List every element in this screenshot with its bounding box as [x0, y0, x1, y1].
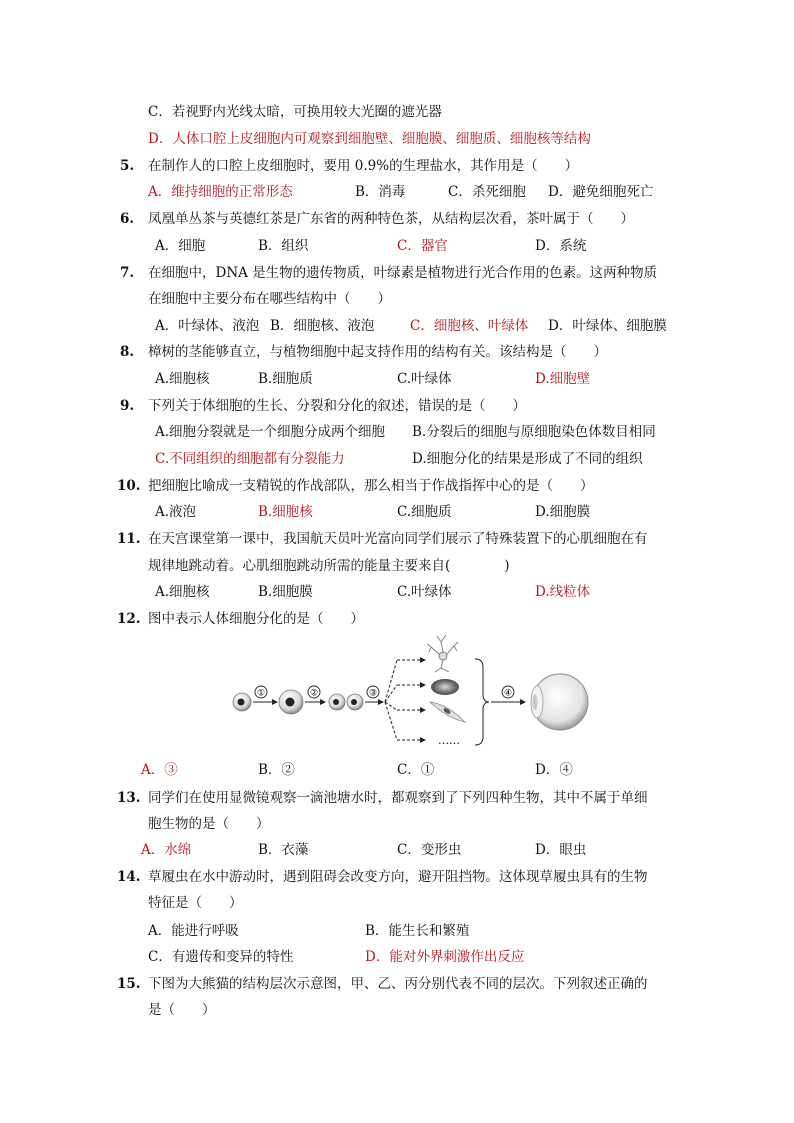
q8-stem: 樟树的茎能够直立，与植物细胞中起支持作用的结构有关。该结构是（ ） — [148, 344, 607, 360]
q11-option-b: B.细胞膜 — [258, 584, 313, 600]
q11-option-c: C.叶绿体 — [397, 584, 452, 600]
step-3-label: ③ — [368, 688, 378, 699]
q10-option-d: D.细胞膜 — [535, 504, 591, 520]
q7-stem-line1: 在细胞中，DNA 是生物的遗传物质，叶绿素是植物进行光合作用的色素。这两种物质 — [148, 265, 658, 281]
q7-option-d: D．叶绿体、细胞膜 — [548, 318, 667, 334]
q7-option-a: A．叶绿体、液泡 — [155, 318, 260, 334]
q12-stem: 图中表示人体细胞分化的是（ ） — [148, 611, 364, 627]
more-cells-ellipsis: …… — [438, 734, 460, 747]
q5-number: 5. — [120, 158, 135, 174]
q11-option-d-answer: D.线粒体 — [535, 584, 591, 600]
q9-option-c-answer: C.不同组织的细胞都有分裂能力 — [155, 451, 345, 467]
step-1-label: ① — [256, 688, 266, 699]
q11-stem-line2: 规律地跳动着。心肌细胞跳动所需的能量主要来自( ) — [148, 558, 510, 574]
q15-stem-line1: 下图为大熊猫的结构层次示意图，甲、乙、丙分别代表不同的层次。下列叙述正确的 — [148, 976, 648, 992]
cell-differentiation-diagram — [225, 632, 625, 757]
q4-option-c: C．若视野内光线太暗，可换用较大光圈的遮光器 — [148, 104, 442, 120]
neuron-cell — [427, 635, 458, 672]
q13-stem-line1: 同学们在使用显微镜观察一滴池塘水时，都观察到了下列四种生物，其中不属于单细 — [148, 790, 648, 806]
q5-option-a-answer: A．维持细胞的正常形态 — [148, 184, 293, 200]
q12-number: 12. — [117, 611, 141, 627]
step-2-label: ② — [309, 688, 319, 699]
q6-option-d: D．系统 — [535, 238, 587, 254]
q5-option-d: D．避免细胞死亡 — [548, 184, 654, 200]
q11-stem-line1: 在天宫课堂第一课中，我国航天员叶光富向同学们展示了特殊装置下的心肌细胞在有 — [148, 531, 648, 547]
cell-pair — [329, 694, 363, 710]
q14-stem-line2: 特征是（ ） — [148, 895, 243, 911]
q11-number: 11. — [117, 531, 141, 547]
q10-option-a: A.液泡 — [155, 504, 197, 520]
q7-option-b: B．细胞核、液泡 — [270, 318, 375, 334]
q13-number: 13. — [117, 790, 141, 806]
q10-number: 10. — [117, 478, 141, 494]
red-blood-cell — [431, 679, 459, 695]
q9-number: 9. — [120, 398, 135, 414]
q10-option-b-answer: B.细胞核 — [258, 504, 313, 520]
q10-option-c: C.细胞质 — [397, 504, 452, 520]
q4-option-d-answer: D．人体口腔上皮细胞内可观察到细胞壁、细胞膜、细胞质、细胞核等结构 — [148, 131, 591, 147]
q7-stem-line2: 在细胞中主要分布在哪些结构中（ ） — [148, 291, 391, 307]
q14-option-a: A．能进行呼吸 — [148, 923, 239, 939]
q14-option-b: B．能生长和繁殖 — [365, 923, 470, 939]
q9-option-a: A.细胞分裂就是一个细胞分成两个细胞 — [155, 424, 386, 440]
grouping-brace — [475, 659, 489, 745]
q14-number: 14. — [117, 869, 141, 885]
q14-option-d-answer: D．能对外界刺激作出反应 — [365, 949, 525, 965]
q6-option-c-answer: C．器官 — [397, 238, 448, 254]
q8-option-c: C.叶绿体 — [397, 371, 452, 387]
q12-option-a-answer: A．③ — [141, 762, 178, 778]
q15-number: 15. — [117, 976, 141, 992]
cell-1 — [233, 693, 251, 711]
q8-option-b: B.细胞质 — [258, 371, 313, 387]
q10-stem: 把细胞比喻成一支精锐的作战部队，那么相当于作战指挥中心的是（ ） — [148, 478, 594, 494]
cell-2 — [279, 690, 303, 714]
q5-stem: 在制作人的口腔上皮细胞时，要用 0.9%的生理盐水，其作用是（ ） — [148, 158, 579, 174]
q13-option-c: C．变形虫 — [397, 842, 462, 858]
step-4-label: ④ — [503, 688, 513, 699]
muscle-cell — [430, 702, 465, 722]
q5-option-c: C．杀死细胞 — [448, 184, 526, 200]
q8-option-d-answer: D.细胞壁 — [535, 371, 591, 387]
q6-stem: 凤凰单丛茶与英德红茶是广东省的两种特色茶，从结构层次看，茶叶属于（ ） — [148, 211, 634, 227]
q12-option-c: C．① — [397, 762, 435, 778]
q9-option-d: D.细胞分化的结果是形成了不同的组织 — [412, 451, 643, 467]
q6-number: 6. — [120, 211, 135, 227]
q13-option-b: B．衣藻 — [258, 842, 309, 858]
q7-number: 7. — [120, 265, 135, 281]
q9-option-b: B.分裂后的细胞与原细胞染色体数目相同 — [412, 424, 656, 440]
q12-option-b: B．② — [258, 762, 295, 778]
q12-option-d: D．④ — [535, 762, 573, 778]
q6-option-b: B．组织 — [258, 238, 309, 254]
q13-stem-line2: 胞生物的是（ ） — [148, 816, 270, 832]
q6-option-a: A．细胞 — [155, 238, 206, 254]
q13-option-d: D．眼虫 — [535, 842, 587, 858]
branch-arrows — [385, 660, 425, 740]
q9-stem: 下列关于体细胞的生长、分裂和分化的叙述，错误的是（ ） — [148, 398, 526, 414]
q13-option-a-answer: A．水绵 — [141, 842, 192, 858]
q14-option-c: C．有遗传和变异的特性 — [148, 949, 294, 965]
q8-option-a: A.细胞核 — [155, 371, 210, 387]
q7-option-c-answer: C．细胞核、叶绿体 — [410, 318, 529, 334]
q5-option-b: B．消毒 — [355, 184, 406, 200]
q11-option-a: A.细胞核 — [155, 584, 210, 600]
eye-organ — [531, 674, 588, 730]
q8-number: 8. — [120, 344, 135, 360]
q14-stem-line1: 草履虫在水中游动时，遇到阻碍会改变方向，避开阻挡物。这体现草履虫具有的生物 — [148, 869, 648, 885]
q15-stem-line2: 是（ ） — [148, 1002, 216, 1018]
